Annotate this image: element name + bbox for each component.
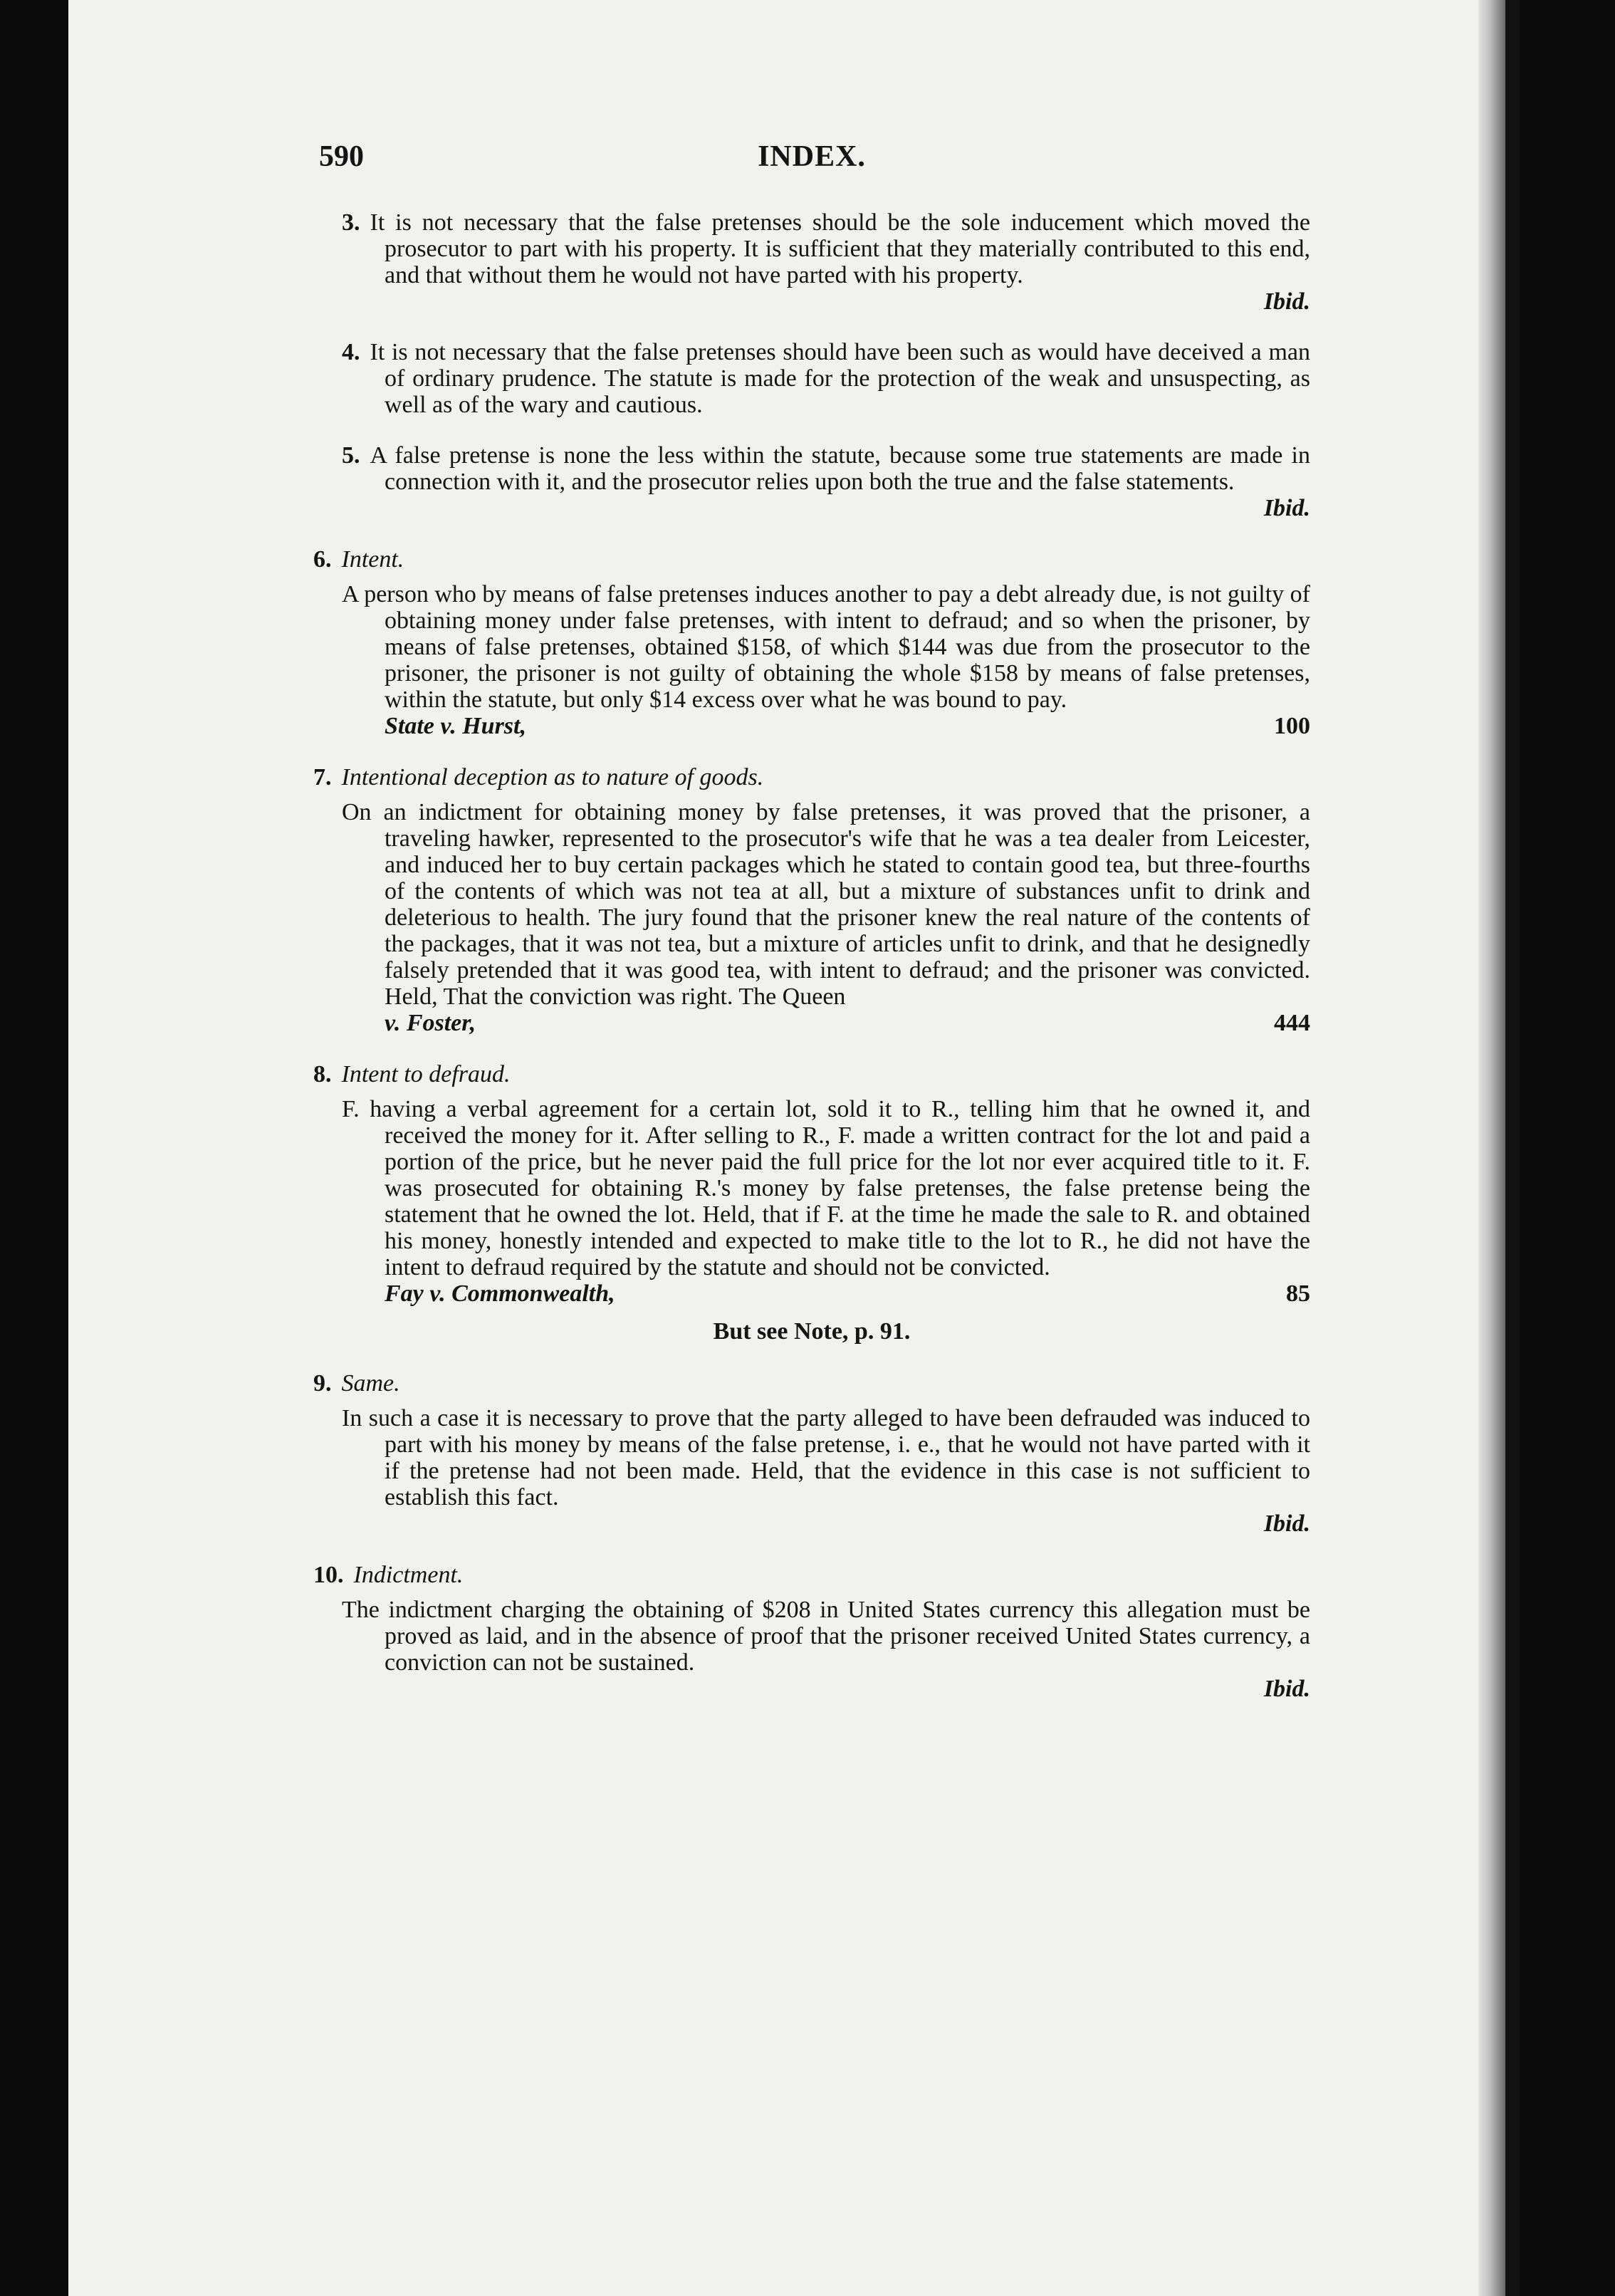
entry-number: 4.: [342, 339, 360, 365]
index-entry-5: [313, 442, 1310, 521]
section-text: F. having a verbal agreement for a certain lot, sold it to R., telling him that he owned it, and received the money for it. After selling to R., F. made a written contract for the lot and paid a portion of the price, but he never paid the full price for the lot nor ever acquired title to it. F. was prosecuted for obtaining R.'s money by false pretenses, the false pretense being the statement that he owned the lot. Held, that if F. at the time he made the sale to R. and obtained his money, honestly intended and expected to make title to the lot to R., he did not have the intent to defraud required by the statute and should not be convicted.: [342, 1096, 1310, 1280]
entry-text: It is not necessary that the false pretenses should be the sole inducement which moved the prosecutor to part with his property. It is sufficient that they materially contributed to this end, and that without them he would not have parted with his property.: [370, 209, 1310, 288]
section-heading: 9. Same.: [313, 1370, 400, 1397]
cross-reference-note: But see Note, p. 91.: [713, 1318, 911, 1345]
page-edge-right: [1478, 0, 1505, 2296]
section-heading: 6. Intent.: [313, 546, 404, 573]
page-text: [313, 140, 1310, 1726]
entry-text: It is not necessary that the false pretenses should have been such as would have deceived a man of ordinary prudence. The statute is made for the protection of the weak and unsuspecting, as well as of the wary and cautious.: [370, 339, 1310, 418]
page-header: [313, 140, 1310, 182]
page-title: INDEX.: [758, 140, 866, 173]
case-page: 100: [1274, 713, 1310, 739]
entry-number: 3.: [342, 209, 360, 236]
case-name: v. Foster,: [385, 1010, 476, 1036]
entry-citation: Ibid.: [1263, 288, 1310, 315]
index-section-9: [313, 1369, 1310, 1537]
entry-citation: Ibid.: [1263, 1510, 1310, 1537]
section-text: In such a case it is necessary to prove that the party alleged to have been defrauded was induced to part with his money by means of the false pretense, i. e., that he would not have parted with it if the pretense had not been made. Held, that the evidence in this case is not sufficient to establish this fact.: [342, 1405, 1310, 1510]
index-entry-4: [313, 339, 1310, 418]
section-heading: 8. Intent to defraud.: [313, 1061, 511, 1087]
section-text: On an indictment for obtaining money by false pretenses, it was proved that the prisoner, a traveling hawker, represented to the prosecutor's wife that he was a tea dealer from Leicester, and induced her to buy certain packages which he stated to contain good tea, but three-fourths of the contents of which was not tea at all, but a mixture of substances unfit to drink and deleterious to health. The jury found that the prisoner knew the real nature of the contents of the packages, that it was not tea, but a mixture of articles unfit to drink, and that he designedly falsely pretended that it was good tea, with intent to defraud; and the prisoner was convicted. Held, That the conviction was right. The Queen: [342, 799, 1310, 1010]
index-section-6: [313, 546, 1310, 739]
binding-shadow: [1505, 0, 1520, 2296]
section-heading: 7. Intentional deception as to nature of goods.: [313, 764, 764, 790]
index-entry-3: [313, 209, 1310, 315]
section-heading: 10. Indictment.: [313, 1562, 464, 1588]
index-section-7: [313, 763, 1310, 1036]
case-name: Fay v. Commonwealth,: [385, 1280, 615, 1307]
case-page: 444: [1274, 1010, 1310, 1036]
section-text: The indictment charging the obtaining of $208 in United States currency this allegation must be proved as laid, and in the absence of proof that the prisoner received United States currency, a conviction can not be sustained.: [342, 1597, 1310, 1676]
case-name: State v. Hurst,: [385, 713, 526, 739]
entry-text: A false pretense is none the less within the statute, because some true statements are made in connection with it, and the prosecutor relies upon both the true and the false statements.: [370, 442, 1310, 495]
entry-citation: Ibid.: [1263, 495, 1310, 521]
index-section-10: [313, 1561, 1310, 1702]
entry-citation: Ibid.: [1263, 1676, 1310, 1702]
index-section-8: [313, 1060, 1310, 1345]
page-number: 590: [319, 140, 364, 173]
section-text: A person who by means of false pretenses induces another to pay a debt already due, is not guilty of obtaining money under false pretenses, with intent to defraud; and so when the prisoner, by means of false pretenses, obtained $158, of which $144 was due from the prosecutor to the prisoner, the prisoner is not guilty of obtaining the whole $158 by means of false pretenses, within the statute, but only $14 excess over what he was bound to pay.: [342, 581, 1310, 713]
entry-number: 5.: [342, 442, 360, 469]
case-page: 85: [1286, 1280, 1310, 1307]
